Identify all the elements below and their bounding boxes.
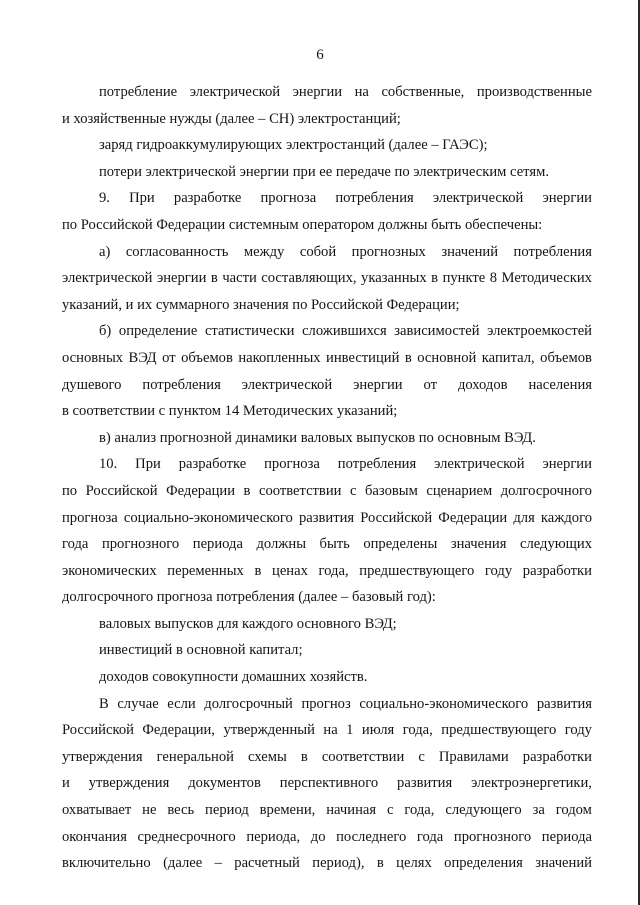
word: быть	[319, 536, 350, 553]
word: 9.	[99, 190, 110, 207]
word: электроемкостей	[487, 323, 592, 340]
word: При	[135, 456, 161, 473]
text-line	[62, 505, 592, 532]
word: 1	[346, 722, 354, 739]
word: следующего	[445, 802, 522, 819]
word: собственные,	[381, 84, 465, 100]
word: электрической	[241, 376, 333, 393]
word: значения	[450, 536, 507, 553]
word: В	[99, 695, 109, 712]
word: разработки	[522, 748, 592, 765]
word: прогноза	[62, 509, 118, 526]
word: указанных	[361, 270, 427, 287]
text-line: доходов совокупности домашних хозяйств.	[99, 669, 368, 686]
word: перспективного	[279, 775, 379, 792]
word: Методических	[501, 270, 592, 287]
word: следующих	[519, 536, 592, 553]
text-line	[62, 744, 592, 771]
word: развития	[536, 695, 592, 712]
text-line	[62, 345, 592, 372]
word: целях	[396, 855, 432, 872]
word: периода,	[246, 828, 301, 845]
word: значений	[441, 243, 499, 260]
word: социально-экономического	[123, 509, 293, 526]
word: в	[243, 482, 251, 499]
word: в	[300, 748, 308, 765]
word: для	[513, 509, 535, 526]
word: пункте	[442, 270, 486, 287]
word: годом	[555, 802, 592, 819]
word: потребления	[335, 190, 414, 207]
word: предшествующего	[359, 562, 475, 579]
word: потребления	[337, 456, 417, 473]
word: утверждения	[62, 748, 143, 765]
word: ценах	[272, 562, 308, 579]
text-line	[62, 824, 592, 851]
word: в	[431, 270, 439, 287]
word: Российской	[62, 722, 134, 739]
text-line: и хозяйственные нужды (далее – СН) электростанций;	[62, 110, 401, 127]
word: Федерации	[166, 482, 236, 499]
page-number: 6	[316, 47, 324, 63]
word: с	[349, 482, 357, 499]
word: от	[423, 376, 437, 393]
word: электрической	[189, 84, 281, 100]
word: Российской	[85, 482, 158, 499]
word: на	[354, 84, 369, 100]
word: (далее	[163, 855, 203, 872]
word: в	[404, 349, 412, 366]
word: основной	[417, 349, 477, 366]
word: разработке	[173, 190, 242, 207]
word: должны	[256, 536, 306, 553]
word: собой	[299, 243, 337, 260]
word: определены	[363, 536, 438, 553]
text-line: по Российской Федерации системным оператором должны быть обеспечены:	[62, 216, 543, 233]
word: электрической	[434, 456, 525, 473]
word: весь	[167, 802, 195, 819]
word: экономических	[62, 562, 157, 579]
word: а)	[99, 243, 111, 260]
word: объемов	[540, 349, 592, 366]
word: потребления	[513, 243, 592, 260]
word: значений	[535, 855, 592, 872]
word: сценарием	[426, 482, 493, 499]
text-line	[62, 239, 592, 266]
word: Российской	[360, 509, 433, 526]
text-line	[62, 185, 592, 212]
text-line: в соответствии с пунктом 14 Методических указаний;	[62, 403, 398, 420]
word: зависимостей	[394, 323, 480, 340]
text-line: в) анализ прогнозной динамики валовых выпусков по основным ВЭД.	[99, 429, 536, 446]
word: энергии	[542, 190, 592, 207]
word: –	[214, 855, 222, 872]
word: 8	[489, 270, 498, 287]
text-line: инвестиций в основной капитал;	[99, 642, 303, 659]
word: накопленных	[238, 349, 321, 366]
word: включительно	[62, 855, 151, 872]
word: базовым	[365, 482, 418, 499]
word: предшествующего	[441, 722, 557, 739]
word: за	[532, 802, 545, 819]
word: электрической	[432, 190, 524, 207]
word: Правилами	[438, 748, 509, 765]
word: от	[162, 349, 176, 366]
word: периода	[541, 828, 592, 845]
text-line	[62, 558, 592, 585]
body-text	[62, 79, 592, 877]
word: б)	[99, 323, 112, 340]
word: и	[62, 775, 70, 792]
word: развития	[397, 775, 453, 792]
word: последнего	[336, 828, 407, 845]
word: доходов	[457, 376, 508, 393]
word: года	[416, 828, 444, 845]
word: на	[323, 722, 338, 739]
word: 10.	[99, 456, 118, 473]
word: переменных	[167, 562, 244, 579]
word: года,	[402, 722, 433, 739]
word: прогноз	[301, 695, 351, 712]
text-line	[62, 717, 592, 744]
word: разработке	[178, 456, 247, 473]
word: разработки	[522, 562, 592, 579]
word: составляющих,	[261, 270, 357, 287]
word: капитал,	[481, 349, 535, 366]
word: сложившихся	[302, 323, 387, 340]
word: с	[418, 748, 425, 765]
word: инвестиций	[326, 349, 400, 366]
word: года,	[404, 802, 435, 819]
word: году	[564, 722, 592, 739]
text-line	[62, 451, 592, 478]
word: населения	[528, 376, 592, 393]
word: до	[310, 828, 326, 845]
word: утверждения	[88, 775, 170, 792]
text-line	[62, 372, 592, 399]
word: электрической	[62, 270, 153, 287]
word: случае	[117, 695, 159, 712]
text-line	[62, 850, 592, 877]
word: охватывает	[62, 802, 132, 819]
word: документов	[188, 775, 261, 792]
word: года	[62, 536, 89, 553]
word: времени,	[259, 802, 316, 819]
word: энергии	[353, 376, 403, 393]
text-line	[62, 691, 592, 718]
text-line	[62, 79, 592, 106]
word: потребление	[99, 84, 178, 100]
text-line	[62, 265, 592, 292]
word: не	[142, 802, 157, 819]
word: начиная	[326, 802, 377, 819]
word: развития	[298, 509, 355, 526]
word: прогнозного	[101, 536, 180, 553]
word: Федерации,	[142, 722, 215, 739]
text-line	[62, 318, 592, 345]
word: прогноза	[260, 190, 317, 207]
word: При	[129, 190, 155, 207]
text-line	[62, 797, 592, 824]
word: долгосрочный	[204, 695, 293, 712]
word: среднесрочного	[137, 828, 236, 845]
word: расчетный	[234, 855, 300, 872]
word: году	[484, 562, 513, 579]
word: электроэнергетики,	[471, 775, 592, 792]
word: части	[222, 270, 257, 287]
word: период),	[312, 855, 365, 872]
word: между	[243, 243, 285, 260]
text-line: долгосрочного прогноза потребления (далее – базовый год):	[62, 589, 436, 606]
word: периода	[192, 536, 243, 553]
text-line: потери электрической энергии при ее передаче по электрическим сетям.	[99, 163, 549, 180]
word: объемов	[181, 349, 233, 366]
word: в	[210, 270, 218, 287]
word: энергии	[156, 270, 207, 287]
word: в	[254, 562, 262, 579]
word: с	[386, 802, 394, 819]
word: схемы	[248, 748, 287, 765]
text-line	[62, 531, 592, 558]
word: статистически	[204, 323, 295, 340]
word: определение	[118, 323, 198, 340]
word: Федерации	[438, 509, 508, 526]
word: душевого	[62, 376, 122, 393]
text-line: указаний, и их суммарного значения по Российской Федерации;	[62, 296, 460, 313]
word: если	[167, 695, 196, 712]
text-line: валовых выпусков для каждого основного ВЭД;	[99, 615, 397, 632]
word: соответствии	[258, 482, 342, 499]
word: период	[205, 802, 249, 819]
word: социально-экономического	[359, 695, 529, 712]
word: года,	[318, 562, 349, 579]
word: определения	[444, 855, 523, 872]
word: каждого	[540, 509, 592, 526]
word: ВЭД	[128, 349, 157, 366]
word: потребления	[142, 376, 221, 393]
word: долгосрочного	[500, 482, 592, 499]
text-line: заряд гидроаккумулирующих электростанций (далее – ГАЭС);	[99, 137, 488, 154]
word: генеральной	[156, 748, 234, 765]
word: утвержденный	[223, 722, 315, 739]
text-line	[62, 478, 592, 505]
word: производственные	[476, 84, 592, 100]
word: согласованность	[125, 243, 229, 260]
word: прогнозных	[351, 243, 426, 260]
word: основных	[62, 349, 124, 366]
word: в	[376, 855, 384, 872]
word: окончания	[62, 828, 127, 845]
word: по	[62, 482, 78, 499]
word: прогноза	[264, 456, 320, 473]
word: прогнозного	[453, 828, 532, 845]
word: июля	[361, 722, 395, 739]
word: энергии	[542, 456, 592, 473]
word: энергии	[292, 84, 343, 100]
text-line	[62, 770, 592, 797]
word: соответствии	[321, 748, 405, 765]
